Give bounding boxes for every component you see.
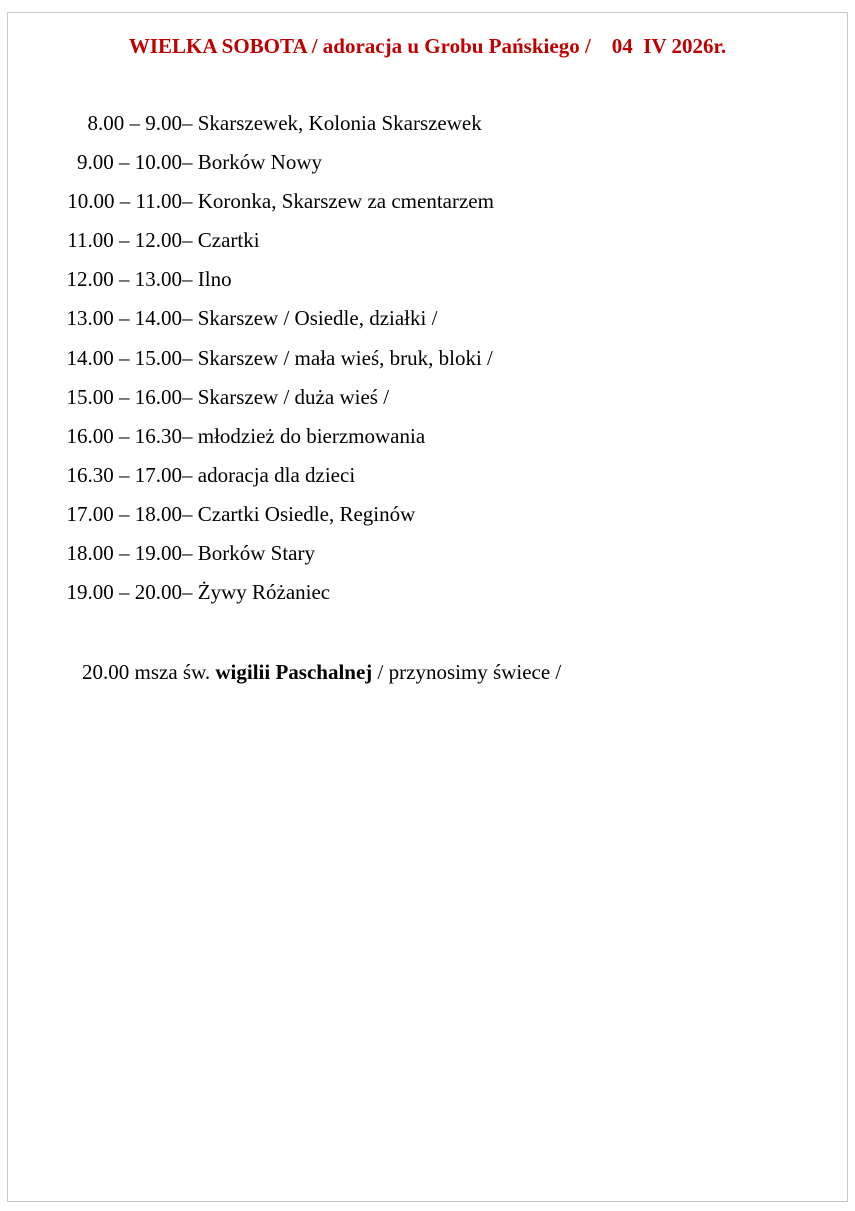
schedule-row bbox=[0, 501, 855, 540]
schedule-place: Skarszewek, Kolonia Skarszewek bbox=[197, 111, 482, 135]
schedule-row bbox=[0, 462, 855, 501]
schedule-entry bbox=[182, 579, 330, 605]
schedule-time: 12.00 – 13.00 bbox=[66, 267, 182, 292]
schedule-place: Czartki Osiedle, Reginów bbox=[197, 501, 416, 526]
page-title: WIELKA SOBOTA / adoracja u Grobu Pańskiego / 04 IV 2026r. bbox=[128, 34, 727, 58]
schedule-row bbox=[0, 384, 855, 423]
schedule-row bbox=[0, 149, 855, 188]
schedule-entry bbox=[182, 227, 260, 253]
schedule-row bbox=[0, 345, 855, 384]
schedule-place: Borków Stary bbox=[197, 541, 315, 566]
evening-mass-note bbox=[82, 659, 561, 685]
schedule-row bbox=[0, 540, 855, 579]
mass-note-bold: wigilii Paschalnej bbox=[215, 660, 373, 684]
schedule-row bbox=[0, 579, 855, 618]
schedule-time: 15.00 – 16.00 bbox=[66, 384, 182, 409]
schedule-time: 16.00 – 16.30 bbox=[66, 423, 182, 448]
schedule-entry bbox=[182, 266, 232, 292]
schedule-time: 10.00 – 11.00 bbox=[67, 189, 182, 214]
mass-note-suffix: / przynosimy świece / bbox=[372, 660, 562, 684]
schedule-row bbox=[0, 227, 855, 266]
schedule-place: Skarszew / Osiedle, działki / bbox=[197, 306, 438, 331]
schedule-separator: – bbox=[182, 111, 193, 135]
schedule-separator: – bbox=[182, 345, 193, 370]
schedule-place: młodzież do bierzmowania bbox=[197, 423, 426, 448]
schedule-separator: – bbox=[182, 541, 193, 566]
schedule-row bbox=[0, 188, 855, 227]
schedule-row bbox=[0, 423, 855, 462]
adoration-schedule bbox=[0, 110, 855, 618]
schedule-entry bbox=[182, 462, 355, 488]
schedule-place: Koronka, Skarszew za cmentarzem bbox=[197, 189, 494, 214]
schedule-entry bbox=[182, 423, 425, 449]
schedule-row bbox=[0, 110, 855, 149]
schedule-time: 13.00 – 14.00 bbox=[66, 306, 182, 331]
mass-note-prefix: 20.00 msza św. bbox=[82, 660, 216, 684]
schedule-separator: – bbox=[182, 462, 193, 487]
schedule-time: 18.00 – 19.00 bbox=[66, 541, 182, 566]
schedule-entry bbox=[182, 188, 494, 214]
schedule-separator: – bbox=[182, 150, 193, 175]
schedule-row bbox=[0, 305, 855, 344]
schedule-time: 17.00 – 18.00 bbox=[66, 501, 182, 526]
schedule-separator: – bbox=[182, 267, 193, 292]
schedule-entry bbox=[182, 110, 482, 136]
schedule-time: 19.00 – 20.00 bbox=[66, 580, 182, 605]
schedule-entry bbox=[182, 305, 437, 331]
schedule-entry bbox=[182, 384, 389, 410]
schedule-entry bbox=[182, 501, 415, 527]
schedule-entry bbox=[182, 149, 322, 175]
schedule-place: Borków Nowy bbox=[197, 150, 322, 175]
schedule-place: Czartki bbox=[197, 228, 260, 253]
schedule-entry bbox=[182, 345, 493, 371]
schedule-separator: – bbox=[182, 306, 193, 331]
schedule-separator: – bbox=[182, 501, 193, 526]
schedule-time: 14.00 – 15.00 bbox=[66, 345, 182, 370]
schedule-separator: – bbox=[182, 228, 193, 253]
schedule-place: Ilno bbox=[197, 267, 232, 292]
schedule-place: Skarszew / mała wieś, bruk, bloki / bbox=[197, 345, 493, 370]
schedule-separator: – bbox=[182, 423, 193, 448]
schedule-separator: – bbox=[182, 189, 193, 214]
schedule-time: 8.00 – 9.00 bbox=[87, 111, 182, 135]
schedule-place: Skarszew / duża wieś / bbox=[197, 384, 390, 409]
schedule-entry bbox=[182, 540, 315, 566]
schedule-time: 9.00 – 10.00 bbox=[77, 150, 182, 175]
schedule-row bbox=[0, 266, 855, 305]
schedule-time: 16.30 – 17.00 bbox=[66, 462, 182, 487]
schedule-time: 11.00 – 12.00 bbox=[67, 228, 182, 253]
schedule-place: Żywy Różaniec bbox=[197, 580, 331, 605]
schedule-separator: – bbox=[182, 384, 193, 409]
schedule-separator: – bbox=[182, 580, 193, 605]
schedule-place: adoracja dla dzieci bbox=[197, 462, 356, 487]
